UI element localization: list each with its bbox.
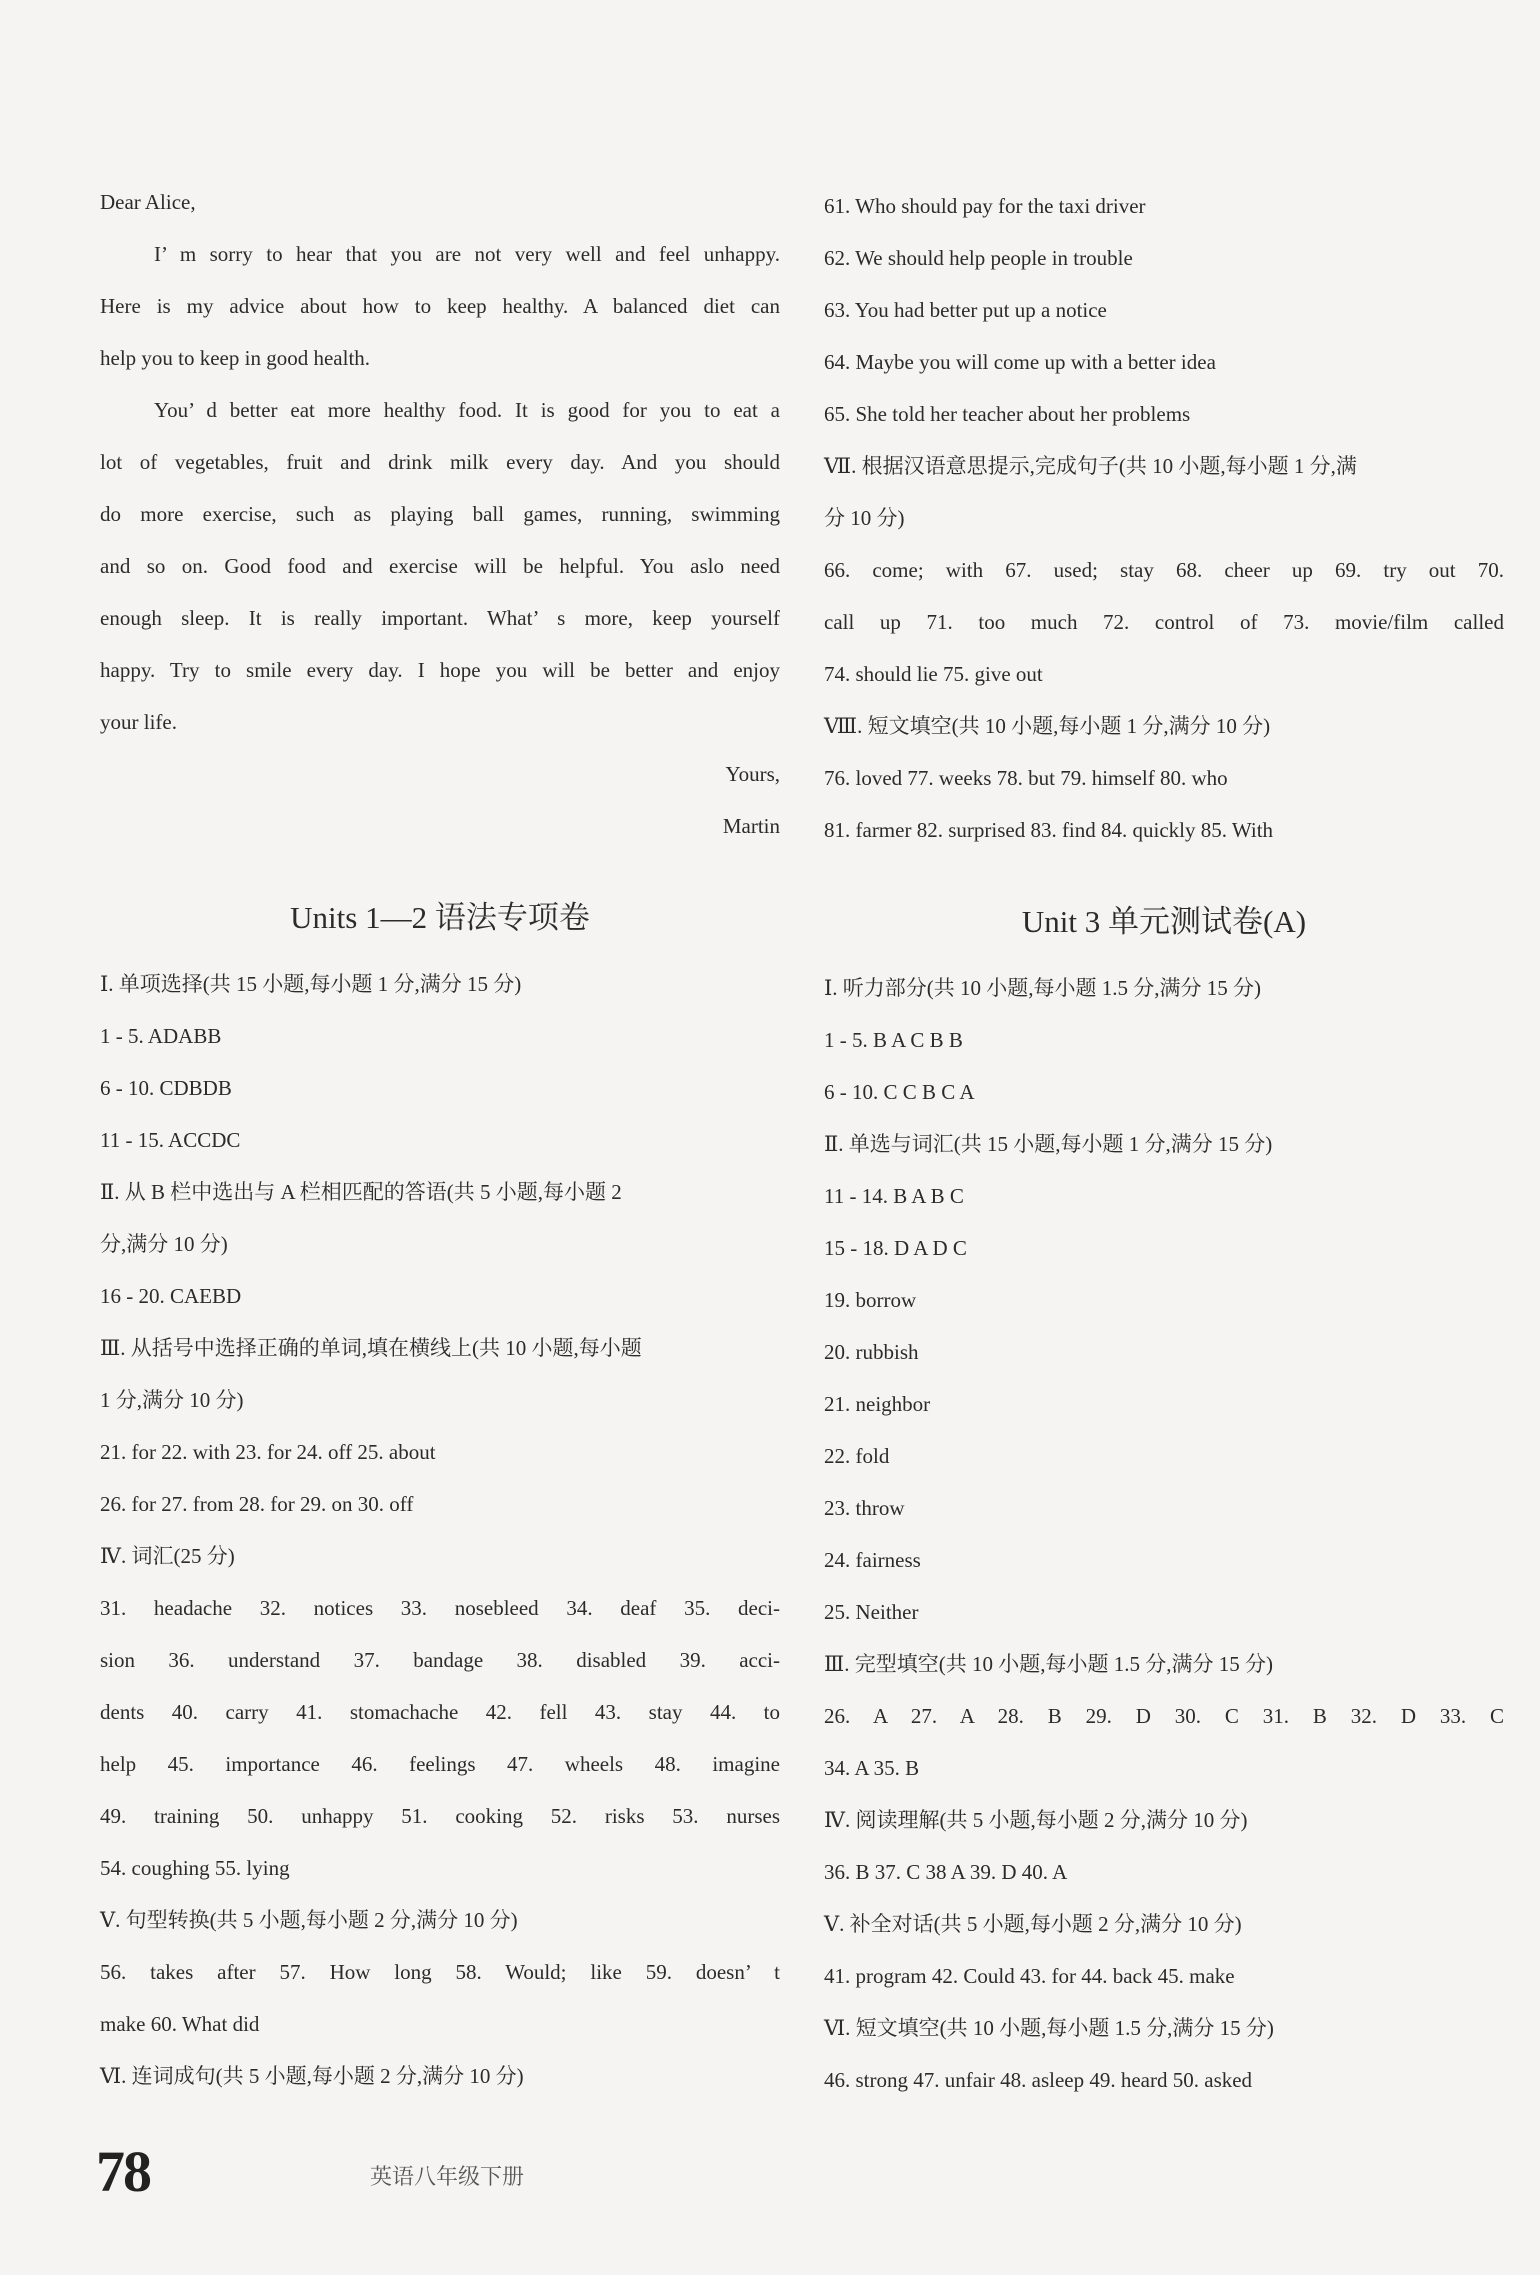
section-heading: Ⅵ. 连词成句(共 5 小题,每小题 2 分,满分 10 分) xyxy=(100,2064,524,2088)
letter-signature: Martin xyxy=(722,814,780,838)
answer-line: 26. for 27. from 28. for 29. on 30. off xyxy=(100,1492,414,1516)
letter-line: Here is my advice about how to keep healthy. A balanced diet can xyxy=(100,294,780,318)
letter-line: help you to keep in good health. xyxy=(100,346,371,370)
letter-line: your life. xyxy=(100,710,177,734)
letter-line: I’ m sorry to hear that you are not very well and feel unhappy. xyxy=(154,242,780,266)
answer-line: 23. throw xyxy=(824,1496,905,1520)
letter-line: and so on. Good food and exercise will be helpful. You aslo need xyxy=(100,554,780,578)
answer-line: 6 - 10. C C B C A xyxy=(824,1080,975,1104)
letter-line: You’ d better eat more healthy food. It is good for you to eat a xyxy=(154,398,780,422)
section-heading: Ⅵ. 短文填空(共 10 小题,每小题 1.5 分,满分 15 分) xyxy=(824,2016,1274,2040)
section-heading: Ⅲ. 完型填空(共 10 小题,每小题 1.5 分,满分 15 分) xyxy=(824,1652,1273,1676)
answer-line: 31. headache 32. notices 33. nosebleed 34. deaf 35. deci- xyxy=(100,1596,780,1620)
answer-line: 15 - 18. D A D C xyxy=(824,1236,967,1260)
answer-line: 81. farmer 82. surprised 83. find 84. quickly 85. With xyxy=(824,818,1274,842)
letter-line: do more exercise, such as playing ball games, running, swimming xyxy=(100,502,780,526)
answer-line: 74. should lie 75. give out xyxy=(824,662,1043,686)
section-heading: Ⅳ. 词汇(25 分) xyxy=(100,1544,235,1568)
page-number: 78 xyxy=(96,2139,150,2204)
section-heading: Ⅴ. 句型转换(共 5 小题,每小题 2 分,满分 10 分) xyxy=(100,1908,518,1932)
section-heading: Ⅱ. 单选与词汇(共 15 小题,每小题 1 分,满分 15 分) xyxy=(824,1132,1273,1156)
answer-line: 21. for 22. with 23. for 24. off 25. about xyxy=(100,1440,436,1464)
answer-line: 24. fairness xyxy=(824,1548,921,1572)
answer-line: help 45. importance 46. feelings 47. wheels 48. imagine xyxy=(100,1752,780,1776)
section-heading: Ⅴ. 补全对话(共 5 小题,每小题 2 分,满分 10 分) xyxy=(824,1912,1242,1936)
answer-line: 34. A 35. B xyxy=(824,1756,920,1780)
answer-line: 20. rubbish xyxy=(824,1340,919,1364)
answer-line: 61. Who should pay for the taxi driver xyxy=(824,194,1146,218)
section-heading: Ⅶ. 根据汉语意思提示,完成句子(共 10 小题,每小题 1 分,满 xyxy=(824,454,1357,478)
section-heading: Ⅷ. 短文填空(共 10 小题,每小题 1 分,满分 10 分) xyxy=(824,714,1271,738)
answer-line: 63. You had better put up a notice xyxy=(824,298,1107,322)
answer-line: 56. takes after 57. How long 58. Would; like 59. doesn’ t xyxy=(100,1960,780,1984)
answer-line: 49. training 50. unhappy 51. cooking 52. risks 53. nurses xyxy=(100,1804,780,1828)
letter-closing: Yours, xyxy=(725,762,780,786)
section-heading: Ⅳ. 阅读理解(共 5 小题,每小题 2 分,满分 10 分) xyxy=(824,1808,1248,1832)
answer-line: sion 36. understand 37. bandage 38. disabled 39. acci- xyxy=(100,1648,780,1672)
answer-line: 16 - 20. CAEBD xyxy=(100,1284,242,1308)
letter-line: lot of vegetables, fruit and drink milk every day. And you should xyxy=(100,450,780,474)
answer-line: 25. Neither xyxy=(824,1600,919,1624)
section-title: Unit 3 单元测试卷(A) xyxy=(1021,904,1307,939)
book-title: 英语八年级下册 xyxy=(370,2164,525,2189)
section-heading: Ⅰ. 单项选择(共 15 小题,每小题 1 分,满分 15 分) xyxy=(100,972,522,996)
right-column xyxy=(824,180,1504,2106)
answer-line: 65. She told her teacher about her problems xyxy=(824,402,1191,426)
letter-line: happy. Try to smile every day. I hope you will be better and enjoy xyxy=(100,658,780,682)
section-heading: Ⅱ. 从 B 栏中选出与 A 栏相匹配的答语(共 5 小题,每小题 2 xyxy=(100,1180,622,1204)
answer-line: dents 40. carry 41. stomachache 42. fell 43. stay 44. to xyxy=(100,1700,780,1724)
answer-line: make 60. What did xyxy=(100,2012,260,2036)
answer-line: 11 - 15. ACCDC xyxy=(100,1128,241,1152)
answer-line: 21. neighbor xyxy=(824,1392,931,1416)
answer-line: 1 - 5. ADABB xyxy=(100,1024,222,1048)
answer-line: 64. Maybe you will come up with a better idea xyxy=(824,350,1216,374)
left-column xyxy=(100,176,780,2102)
answer-line: 62. We should help people in trouble xyxy=(824,246,1133,270)
section-title: Units 1—2 语法专项卷 xyxy=(290,900,590,935)
answer-line: 6 - 10. CDBDB xyxy=(100,1076,232,1100)
answer-line: 41. program 42. Could 43. for 44. back 45. make xyxy=(824,1964,1235,1988)
answer-line: 66. come; with 67. used; stay 68. cheer up 69. try out 70. xyxy=(824,558,1504,582)
letter-line: enough sleep. It is really important. What’ s more, keep yourself xyxy=(100,606,780,630)
section-heading-cont: 分,满分 10 分) xyxy=(100,1232,228,1256)
section-heading-cont: 1 分,满分 10 分) xyxy=(100,1388,244,1412)
answer-line: 22. fold xyxy=(824,1444,890,1468)
answer-line: 46. strong 47. unfair 48. asleep 49. heard 50. asked xyxy=(824,2068,1253,2092)
answer-line: 76. loved 77. weeks 78. but 79. himself 80. who xyxy=(824,766,1228,790)
section-heading: Ⅲ. 从括号中选择正确的单词,填在横线上(共 10 小题,每小题 xyxy=(100,1336,642,1360)
section-heading: Ⅰ. 听力部分(共 10 小题,每小题 1.5 分,满分 15 分) xyxy=(824,976,1262,1000)
answer-line: 54. coughing 55. lying xyxy=(100,1856,290,1880)
answer-line: 1 - 5. B A C B B xyxy=(824,1028,963,1052)
answer-line: 36. B 37. C 38 A 39. D 40. A xyxy=(824,1860,1068,1884)
answer-line: 19. borrow xyxy=(824,1288,917,1312)
section-heading-cont: 分 10 分) xyxy=(824,506,905,530)
letter-salutation: Dear Alice, xyxy=(100,190,196,214)
answer-line: 11 - 14. B A B C xyxy=(824,1184,964,1208)
answer-line: 26. A 27. A 28. B 29. D 30. C 31. B 32. D 33. C xyxy=(824,1704,1504,1728)
answer-line: call up 71. too much 72. control of 73. movie/film called xyxy=(824,610,1504,634)
